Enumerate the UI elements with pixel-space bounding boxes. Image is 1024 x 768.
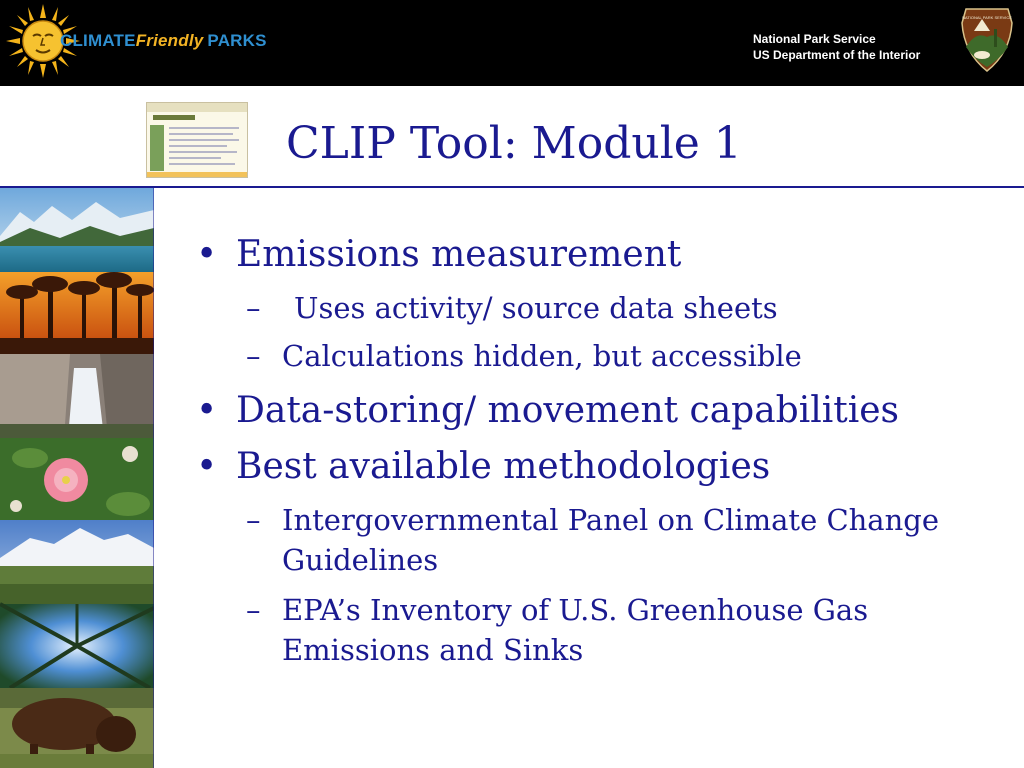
thumb-header <box>147 103 247 112</box>
bullet-text: Emissions measurement <box>236 234 682 275</box>
arrowhead-badge-icon <box>960 7 1014 73</box>
bullet-text: Data-storing/ movement capabilities <box>236 390 900 431</box>
sub-bullet-text: EPA’s Inventory of U.S. Greenhouse Gas Emissions and Sinks <box>282 593 869 667</box>
sub-bullet-text: Uses activity/ source data sheets <box>294 291 778 325</box>
brand-part-friendly: Friendly <box>135 31 204 50</box>
header-bar <box>0 0 1024 86</box>
bison-photo <box>0 688 154 768</box>
forest-canopy-photo <box>0 604 154 688</box>
brand-part-climate: CLIMATE <box>60 31 136 50</box>
waterfall-cliff-photo <box>0 354 154 438</box>
mountain-lake-photo <box>0 188 154 272</box>
nature-photo-collage <box>0 188 154 768</box>
agency-line-1: National Park Service <box>753 32 876 46</box>
brand-name <box>60 31 267 51</box>
bullet-glyph: • <box>196 234 218 275</box>
pink-flower-photo <box>0 438 154 520</box>
website-thumbnail-image <box>146 102 248 178</box>
dash-glyph: – <box>246 593 261 627</box>
bullet-glyph: • <box>196 446 218 487</box>
thumb-sidebar-photo <box>150 125 164 171</box>
dash-glyph: – <box>246 503 261 537</box>
brand-part-parks: PARKS <box>207 31 267 50</box>
bullet-item <box>196 234 681 275</box>
agency-line-2: US Department of the Interior <box>753 48 921 62</box>
thumb-footer <box>147 172 247 177</box>
thumb-title <box>153 115 195 120</box>
snowy-mountain-valley-photo <box>0 520 154 604</box>
slide-title: CLIP Tool: Module 1 <box>286 118 742 169</box>
bullet-glyph: • <box>196 390 218 431</box>
bullet-item <box>196 390 899 431</box>
photo-strip <box>0 188 154 768</box>
sub-bullet-text: Calculations hidden, but accessible <box>282 339 802 373</box>
sunset-trees-photo <box>0 272 154 354</box>
agency-block <box>753 31 920 63</box>
bullet-text: Best available methodologies <box>236 446 771 487</box>
badge-text: NATIONAL PARK SERVICE <box>962 15 1012 20</box>
dash-glyph: – <box>246 291 261 325</box>
bullet-item <box>196 446 770 487</box>
dash-glyph: – <box>246 339 261 373</box>
sub-bullet-text: Intergovernmental Panel on Climate Change Guidelines <box>282 503 940 577</box>
